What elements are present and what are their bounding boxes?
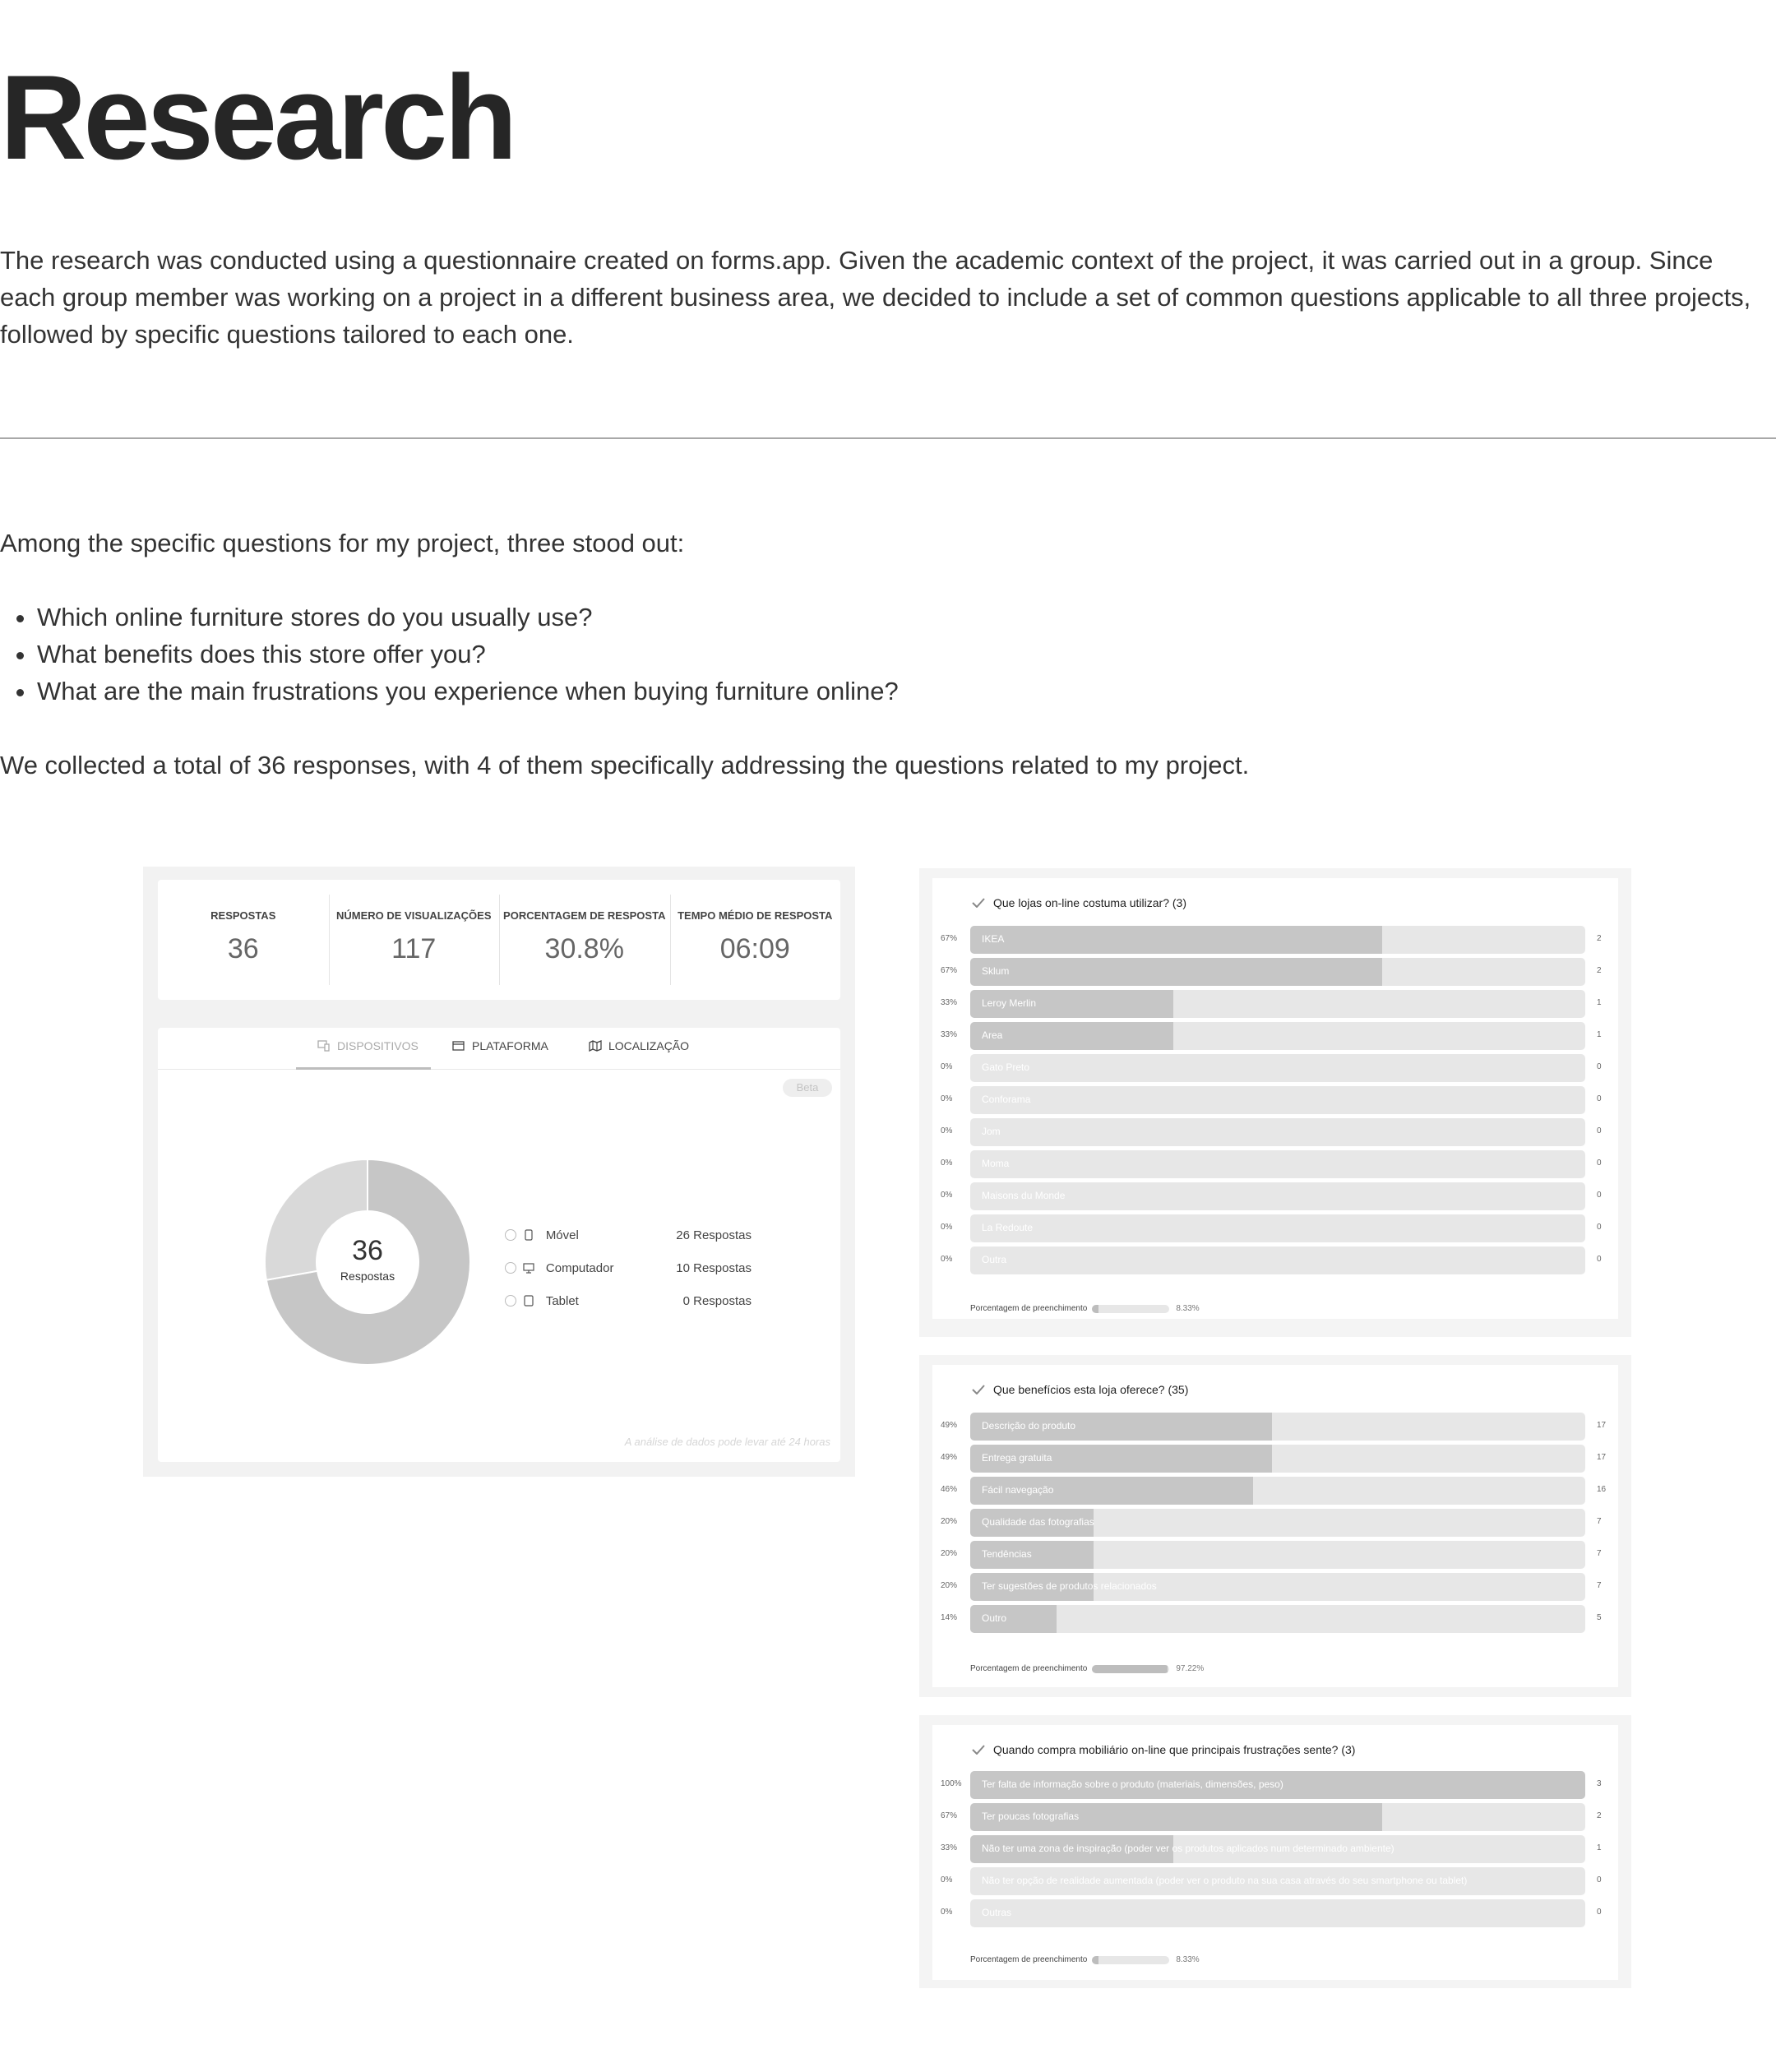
- answer-percent: 46%: [941, 1485, 958, 1494]
- completion-bar: [1092, 1956, 1169, 1964]
- answer-label: Leroy Merlin: [982, 997, 1037, 1009]
- answer-percent: 67%: [941, 934, 958, 943]
- tab-plataforma[interactable]: [452, 1039, 548, 1052]
- tab-bar: [158, 1028, 840, 1070]
- answer-bar: [970, 1477, 1585, 1505]
- stat-response-rate: [499, 880, 670, 1000]
- tab-label: PLATAFORMA: [472, 1039, 548, 1052]
- completion-fill: [1092, 1305, 1098, 1313]
- stat-label: TEMPO MÉDIO DE RESPOSTA: [678, 909, 833, 922]
- answer-bar: [970, 1445, 1585, 1473]
- answer-percent: 67%: [941, 966, 958, 975]
- tab-dispositivos[interactable]: [317, 1039, 419, 1052]
- stat-views: [329, 880, 500, 1000]
- completion-footer: [970, 1955, 1200, 1964]
- answer-percent: 49%: [941, 1421, 958, 1430]
- answer-percent: 20%: [941, 1517, 958, 1526]
- question-title-text: Que lojas on-line costuma utilizar? (3): [993, 896, 1186, 909]
- answer-row: [932, 958, 1618, 986]
- answer-percent: 0%: [941, 1126, 953, 1135]
- stat-value: 30.8%: [544, 933, 624, 964]
- answer-row: [932, 990, 1618, 1018]
- stat-value: 06:09: [719, 933, 790, 964]
- stat-label: RESPOSTAS: [210, 909, 276, 922]
- answer-label: Não ter uma zona de inspiração (poder ver os produtos aplicados num determinado ambiente): [982, 1843, 1394, 1854]
- answer-count: 2: [1597, 934, 1602, 943]
- answer-count: 0: [1597, 1159, 1602, 1168]
- legend-count: 0 Respostas: [682, 1293, 752, 1308]
- list-item: • Which online furniture stores do you usually use?: [37, 599, 899, 636]
- answer-label: Outro: [982, 1612, 1007, 1624]
- active-tab-indicator: [296, 1067, 431, 1070]
- answer-label: Tendências: [982, 1548, 1032, 1560]
- answer-row: [932, 1771, 1618, 1799]
- answer-bar: [970, 1413, 1585, 1441]
- question-list: [0, 599, 899, 710]
- answer-label: Ter falta de informação sobre o produto (materiais, dimensões, peso): [982, 1778, 1283, 1790]
- answer-percent: 0%: [941, 1875, 953, 1885]
- tab-localizacao[interactable]: [589, 1039, 689, 1052]
- answer-row: [932, 1509, 1618, 1537]
- legend-name: Móvel: [545, 1228, 579, 1242]
- answer-count: 1: [1597, 998, 1602, 1007]
- answer-label: Ter poucas fotografias: [982, 1811, 1080, 1822]
- answer-count: 0: [1597, 1875, 1602, 1885]
- answer-label: Gato Preto: [982, 1061, 1030, 1073]
- donut-total: 36: [352, 1235, 383, 1266]
- answer-row: [932, 1445, 1618, 1473]
- answer-percent: 14%: [941, 1613, 958, 1622]
- donut-label: Respostas: [340, 1270, 395, 1283]
- legend-row-computador[interactable]: [505, 1251, 752, 1284]
- check-circle-icon[interactable]: [505, 1229, 516, 1241]
- completion-bar: [1092, 1305, 1169, 1313]
- answer-percent: 0%: [941, 1908, 953, 1917]
- question-panel-3: [919, 1715, 1631, 1988]
- answer-row: [932, 1022, 1618, 1050]
- completion-footer: [970, 1304, 1200, 1313]
- answer-bar: [970, 1054, 1585, 1082]
- legend-name: Computador: [545, 1260, 614, 1275]
- answer-percent: 33%: [941, 1843, 958, 1852]
- answer-count: 1: [1597, 1843, 1602, 1852]
- answer-label: Outras: [982, 1907, 1012, 1918]
- answer-bar: [970, 990, 1585, 1018]
- answer-row: [932, 926, 1618, 954]
- answer-count: 7: [1597, 1581, 1602, 1590]
- answer-label: Descrição do produto: [982, 1420, 1076, 1431]
- answer-label: La Redoute: [982, 1222, 1034, 1233]
- answer-bar: [970, 1509, 1585, 1537]
- divider: [0, 437, 1776, 439]
- question-title-text: Que benefícios esta loja oferece? (35): [993, 1383, 1189, 1396]
- answer-percent: 0%: [941, 1159, 953, 1168]
- stat-value: 36: [227, 933, 259, 964]
- answer-percent: 100%: [941, 1779, 962, 1788]
- browser-icon: [452, 1040, 465, 1052]
- beta-badge: Beta: [783, 1079, 832, 1097]
- stats-row: [158, 880, 840, 1000]
- answer-label: Jom: [982, 1126, 1001, 1137]
- completion-value: 8.33%: [1176, 1955, 1200, 1964]
- page-title: Research: [0, 50, 515, 184]
- answer-count: 1: [1597, 1030, 1602, 1039]
- answer-count: 0: [1597, 1908, 1602, 1917]
- check-icon: [972, 1385, 985, 1394]
- answer-bar: [970, 1541, 1585, 1569]
- phone-icon: [523, 1228, 534, 1242]
- answer-count: 7: [1597, 1517, 1602, 1526]
- answer-bar-fill: [970, 926, 1382, 954]
- summary-paragraph: We collected a total of 36 responses, with 4 of them specifically addressing the questions related to my project.: [0, 751, 1250, 779]
- question-title: [972, 1743, 1355, 1756]
- answer-bar: [970, 1022, 1585, 1050]
- question-title-text: Quando compra mobiliário on-line que principais frustrações sente? (3): [993, 1743, 1356, 1756]
- answer-label: Outra: [982, 1254, 1007, 1265]
- responses-dashboard: [143, 867, 855, 1477]
- desktop-icon: [523, 1261, 534, 1274]
- answer-bar: [970, 1118, 1585, 1146]
- question-card: [932, 878, 1618, 1319]
- stat-value: 117: [391, 933, 437, 964]
- map-icon: [589, 1040, 602, 1052]
- answer-label: Area: [982, 1029, 1003, 1041]
- devices-icon: [317, 1040, 331, 1052]
- answer-row: [932, 1246, 1618, 1274]
- answer-bar: [970, 1771, 1585, 1799]
- answer-row: [932, 1605, 1618, 1633]
- answer-count: 0: [1597, 1094, 1602, 1103]
- completion-value: 97.22%: [1176, 1664, 1205, 1673]
- devices-card: [158, 1028, 840, 1462]
- stat-label: NÚMERO DE VISUALIZAÇÕES: [335, 909, 492, 922]
- questions-intro: Among the specific questions for my project, three stood out:: [0, 529, 685, 557]
- answer-label: Moma: [982, 1158, 1010, 1169]
- answer-percent: 33%: [941, 1030, 958, 1039]
- answer-label: Conforama: [982, 1094, 1031, 1105]
- question-panel-2: [919, 1355, 1631, 1697]
- question-card: [932, 1365, 1618, 1687]
- stat-average-time: [670, 880, 841, 1000]
- completion-label: Porcentagem de preenchimento: [970, 1304, 1088, 1313]
- check-circle-icon[interactable]: [505, 1295, 516, 1307]
- answer-bar: [970, 1150, 1585, 1178]
- legend-name: Tablet: [545, 1293, 579, 1308]
- answer-count: 5: [1597, 1613, 1602, 1622]
- answer-count: 16: [1597, 1485, 1607, 1494]
- answer-percent: 20%: [941, 1581, 958, 1590]
- answer-bar: [970, 1246, 1585, 1274]
- answer-row: [932, 1054, 1618, 1082]
- completion-label: Porcentagem de preenchimento: [970, 1664, 1088, 1673]
- answer-row: [932, 1835, 1618, 1863]
- answer-label: Entrega gratuita: [982, 1452, 1052, 1464]
- question-card: [932, 1725, 1618, 1980]
- list-item: • What benefits does this store offer you?: [37, 636, 899, 673]
- tab-label: LOCALIZAÇÃO: [608, 1039, 690, 1052]
- answer-label: Qualidade das fotografias: [982, 1516, 1094, 1528]
- answer-percent: 0%: [941, 1223, 953, 1232]
- answer-bar: [970, 1573, 1585, 1601]
- answer-label: Maisons du Monde: [982, 1190, 1066, 1201]
- answer-bar: [970, 1835, 1585, 1863]
- answer-bar: [970, 1899, 1585, 1927]
- answer-count: 7: [1597, 1549, 1602, 1558]
- answer-count: 0: [1597, 1062, 1602, 1071]
- answer-bar: [970, 1867, 1585, 1895]
- answer-count: 2: [1597, 1811, 1602, 1820]
- question-title: [972, 1383, 1188, 1396]
- answer-bar: [970, 1182, 1585, 1210]
- answer-label: Fácil navegação: [982, 1484, 1054, 1496]
- answer-bar: [970, 1803, 1585, 1831]
- answer-percent: 49%: [941, 1453, 958, 1462]
- answer-percent: 67%: [941, 1811, 958, 1820]
- answer-label: Sklum: [982, 965, 1010, 977]
- answer-row: [932, 1118, 1618, 1146]
- answer-row: [932, 1150, 1618, 1178]
- answer-row: [932, 1413, 1618, 1441]
- answer-row: [932, 1803, 1618, 1831]
- answer-row: [932, 1214, 1618, 1242]
- answer-row: [932, 1182, 1618, 1210]
- answer-count: 3: [1597, 1779, 1602, 1788]
- answer-bar: [970, 926, 1585, 954]
- answer-row: [932, 1573, 1618, 1601]
- tab-label: DISPOSITIVOS: [337, 1039, 419, 1052]
- completion-fill: [1092, 1665, 1167, 1673]
- answer-bar-fill: [970, 958, 1382, 986]
- stat-responses: [158, 880, 329, 1000]
- check-icon: [972, 898, 985, 908]
- answer-row: [932, 1867, 1618, 1895]
- answer-percent: 0%: [941, 1062, 953, 1071]
- answer-percent: 0%: [941, 1191, 953, 1200]
- answer-count: 0: [1597, 1191, 1602, 1200]
- intro-paragraph: The research was conducted using a questionnaire created on forms.app. Given the academic context of the project, it was carried out in a group. Since each group member was working on a project in a different business area, we decided to include a set of common questions applicable to all three projects, followed by specific questions tailored to each one.: [0, 246, 1751, 349]
- answer-bar: [970, 1214, 1585, 1242]
- legend-count: 26 Respostas: [676, 1228, 752, 1242]
- answer-row: [932, 1086, 1618, 1114]
- legend-row-movel[interactable]: [505, 1219, 752, 1251]
- check-icon: [972, 1745, 985, 1755]
- answer-bar: [970, 958, 1585, 986]
- answer-label: Ter sugestões de produtos relacionados: [982, 1580, 1157, 1592]
- legend-row-tablet[interactable]: [505, 1284, 752, 1317]
- answer-count: 0: [1597, 1255, 1602, 1264]
- answer-row: [932, 1541, 1618, 1569]
- stat-label: PORCENTAGEM DE RESPOSTA: [503, 909, 666, 922]
- answer-count: 0: [1597, 1223, 1602, 1232]
- answer-bar: [970, 1086, 1585, 1114]
- completion-footer: [970, 1664, 1204, 1673]
- answer-row: [932, 1477, 1618, 1505]
- answer-count: 17: [1597, 1453, 1607, 1462]
- answer-count: 2: [1597, 966, 1602, 975]
- answer-count: 0: [1597, 1126, 1602, 1135]
- answer-row: [932, 1899, 1618, 1927]
- answer-label: Não ter opção de realidade aumentada (poder ver o produto na sua casa através do seu smartphone ou tablet): [982, 1875, 1468, 1886]
- analysis-disclaimer: A análise de dados pode levar até 24 horas: [624, 1436, 830, 1448]
- tablet-icon: [523, 1294, 534, 1307]
- answer-bar: [970, 1605, 1585, 1633]
- devices-donut-chart: [263, 1158, 472, 1367]
- completion-bar: [1092, 1665, 1169, 1673]
- answer-percent: 0%: [941, 1255, 953, 1264]
- completion-fill: [1092, 1956, 1098, 1964]
- question-panel-1: [919, 868, 1631, 1337]
- answer-percent: 33%: [941, 998, 958, 1007]
- legend-count: 10 Respostas: [676, 1260, 752, 1275]
- completion-value: 8.33%: [1176, 1304, 1200, 1313]
- completion-label: Porcentagem de preenchimento: [970, 1955, 1088, 1964]
- answer-count: 17: [1597, 1421, 1607, 1430]
- check-circle-icon[interactable]: [505, 1262, 516, 1274]
- answer-percent: 20%: [941, 1549, 958, 1558]
- question-title: [972, 896, 1186, 909]
- answer-percent: 0%: [941, 1094, 953, 1103]
- answer-label: IKEA: [982, 933, 1005, 945]
- devices-legend: [505, 1219, 752, 1317]
- list-item: • What are the main frustrations you experience when buying furniture online?: [37, 673, 899, 710]
